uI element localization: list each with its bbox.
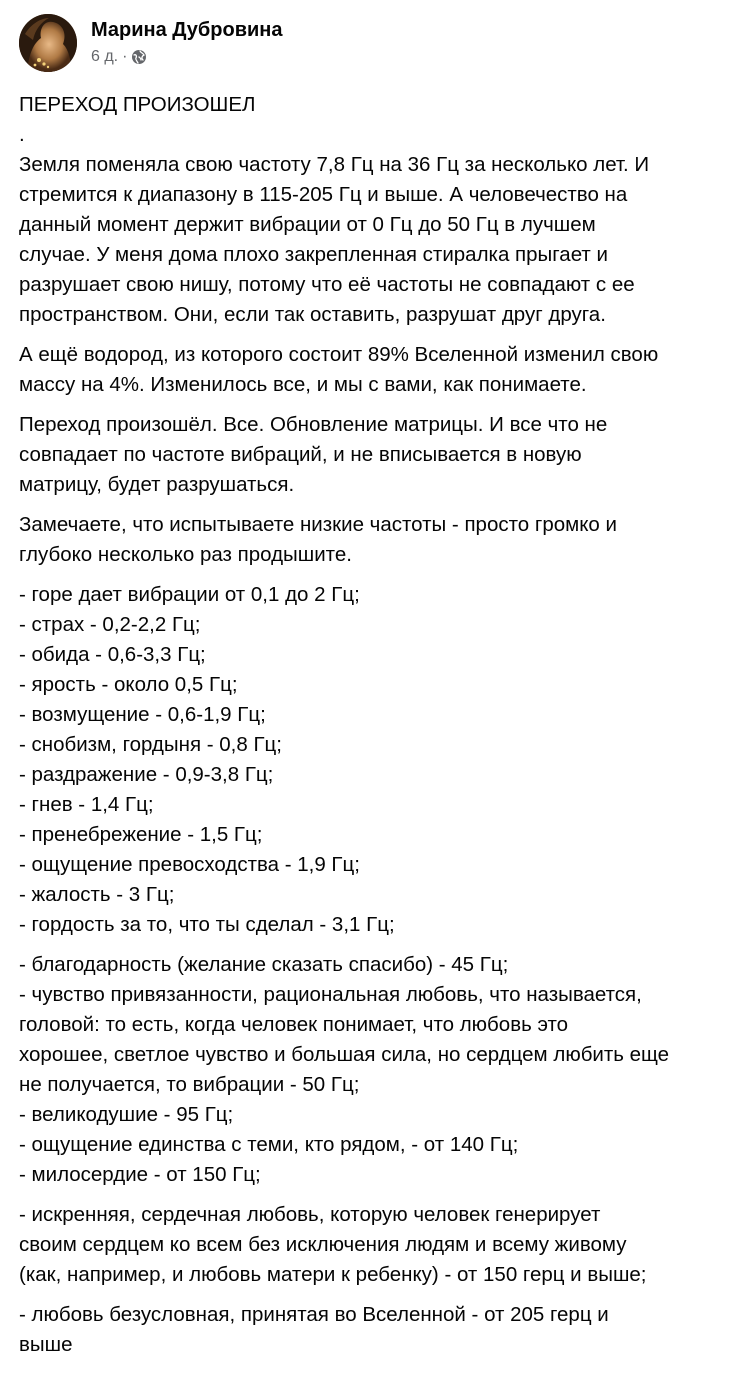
post-meta	[91, 47, 147, 67]
paragraph-line: Земля поменяла свою частоту 7,8 Гц на 36 Гц за несколько лет. И	[19, 153, 650, 176]
post-body	[19, 90, 721, 1370]
paragraph-line: пространством. Они, если так оставить, разрушат друг друга.	[19, 303, 606, 326]
paragraph-line: - жалость - 3 Гц;	[19, 883, 175, 906]
post-header	[19, 14, 721, 74]
post-paragraph	[19, 150, 721, 330]
paragraph-line: своим сердцем ко всем без исключения людям и всему живому	[19, 1233, 627, 1256]
post-title: ПЕРЕХОД ПРОИЗОШЕЛ	[19, 93, 256, 116]
post-paragraph	[19, 340, 721, 400]
paragraph-line: стремится к диапазону в 115-205 Гц и выше. А человечество на	[19, 183, 628, 206]
paragraph-line: головой: то есть, когда человек понимает, что любовь это	[19, 1013, 569, 1036]
paragraph-line: не получается, то вибрации - 50 Гц;	[19, 1073, 360, 1096]
paragraph-line: А ещё водород, из которого состоит 89% Вселенной изменил свою	[19, 343, 659, 366]
post-paragraph	[19, 950, 721, 1190]
post-paragraph	[19, 580, 721, 940]
paragraph-line: - возмущение - 0,6-1,9 Гц;	[19, 703, 266, 726]
post-paragraph	[19, 1200, 721, 1290]
paragraph-line: хорошее, светлое чувство и большая сила, но сердцем любить еще	[19, 1043, 670, 1066]
paragraph-line: (как, например, и любовь матери к ребенку) - от 150 герц и выше;	[19, 1263, 647, 1286]
post-paragraph	[19, 1300, 721, 1360]
paragraph-line: совпадает по частоте вибраций, и не вписывается в новую	[19, 443, 582, 466]
paragraph-line: - обида - 0,6-3,3 Гц;	[19, 643, 206, 666]
paragraph-line: данный момент держит вибрации от 0 Гц до 50 Гц в лучшем	[19, 213, 596, 236]
paragraph-line: матрицу, будет разрушаться.	[19, 473, 295, 496]
paragraph-line: - любовь безусловная, принятая во Вселенной - от 205 герц и	[19, 1303, 609, 1326]
paragraph-line: - пренебрежение - 1,5 Гц;	[19, 823, 263, 846]
paragraph-line: Замечаете, что испытываете низкие частоты - просто громко и	[19, 513, 617, 536]
paragraph-line: - гордость за то, что ты сделал - 3,1 Гц;	[19, 913, 395, 936]
paragraph-line: - искренняя, сердечная любовь, которую человек генерирует	[19, 1203, 601, 1226]
paragraph-line: Переход произошёл. Все. Обновление матрицы. И все что не	[19, 413, 608, 436]
avatar-image	[19, 14, 77, 72]
paragraph-line: - ощущение единства с теми, кто рядом, - от 140 Гц;	[19, 1133, 519, 1156]
paragraph-line: случае. У меня дома плохо закрепленная стиралка прыгает и	[19, 243, 608, 266]
post-paragraph	[19, 410, 721, 500]
post-title-dot: .	[19, 123, 25, 146]
meta-separator: ·	[122, 48, 128, 65]
post-paragraphs	[19, 150, 721, 1360]
paragraph-line: - страх - 0,2-2,2 Гц;	[19, 613, 201, 636]
paragraph-line: - ярость - около 0,5 Гц;	[19, 673, 238, 696]
paragraph-line: выше	[19, 1333, 73, 1356]
paragraph-line: - милосердие - от 150 Гц;	[19, 1163, 261, 1186]
paragraph-line: - ощущение превосходства - 1,9 Гц;	[19, 853, 360, 876]
paragraph-line: - чувство привязанности, рациональная любовь, что называется,	[19, 983, 642, 1006]
paragraph-line: - горе дает вибрации от 0,1 до 2 Гц;	[19, 583, 360, 606]
globe-icon[interactable]	[131, 49, 147, 65]
paragraph-line: - гнев - 1,4 Гц;	[19, 793, 154, 816]
post-paragraph	[19, 510, 721, 570]
paragraph-line: - великодушие - 95 Гц;	[19, 1103, 234, 1126]
paragraph-line: разрушает свою нишу, потому что её частоты не совпадают с ее	[19, 273, 635, 296]
post-time[interactable]: 6 д.	[91, 48, 119, 65]
paragraph-line: глубоко несколько раз продышите.	[19, 543, 352, 566]
avatar[interactable]	[19, 14, 77, 72]
paragraph-line: массу на 4%. Изменилось все, и мы с вами, как понимаете.	[19, 373, 587, 396]
paragraph-line: - раздражение - 0,9-3,8 Гц;	[19, 763, 274, 786]
paragraph-line: - снобизм, гордыня - 0,8 Гц;	[19, 733, 282, 756]
author-name[interactable]: Марина Дубровина	[91, 19, 283, 41]
paragraph-line: - благодарность (желание сказать спасибо) - 45 Гц;	[19, 953, 509, 976]
